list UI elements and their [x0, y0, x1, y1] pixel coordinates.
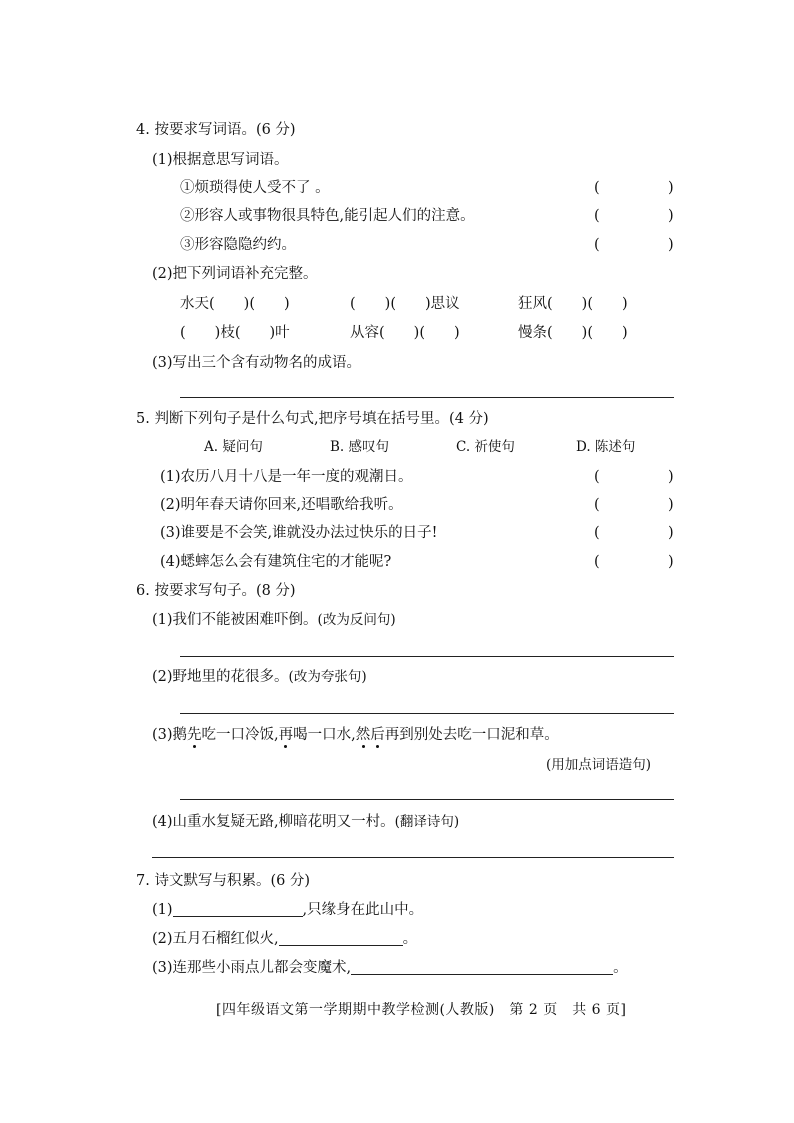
dotted-word: 先	[187, 727, 202, 743]
fill-blank-word[interactable]: ( )( )思议	[350, 296, 460, 312]
fill-blank-word[interactable]: 狂风( )( )	[518, 296, 628, 312]
q6-sentence-2	[152, 667, 367, 687]
q5-item-2: (2)明年春天请你回来,还唱歌给我听。	[160, 497, 403, 513]
q4-part3: (3)写出三个含有动物名的成语。	[152, 355, 362, 371]
answer-line[interactable]	[180, 397, 674, 398]
q6-s3-text: 吃一口冷饭,	[201, 727, 279, 743]
poem-blank[interactable]	[351, 958, 613, 975]
dotted-word: 再	[278, 727, 294, 743]
q4-title: 4. 按要求写词语。(6 分)	[136, 122, 296, 138]
q6-s3-instruction: (用加点词语造句)	[546, 757, 652, 773]
q7-l3-end: 。	[613, 960, 628, 976]
fill-blank-word[interactable]: 水天( )( )	[180, 296, 290, 312]
q7-l2-text: (2)五月石榴红似火,	[152, 931, 279, 947]
q6-s3-text: (3)鹅	[152, 727, 188, 743]
q7-title: 7. 诗文默写与积累。(6 分)	[136, 873, 311, 889]
dotted-word: 然	[355, 727, 371, 743]
q6-s1-instruction: (改为反问句)	[317, 612, 396, 628]
page-footer: [四年级语文第一学期期中教学检测(人教版) 第 2 页 共 6 页]	[216, 1002, 627, 1018]
q7-line-1	[152, 900, 423, 920]
q6-sentence-3	[152, 725, 559, 745]
q5-item-3: (3)谁要是不会笑,谁就没办法过快乐的日子!	[160, 525, 438, 541]
fill-blank-word[interactable]: 慢条( )( )	[518, 325, 628, 341]
q4-part1: (1)根据意思写词语。	[152, 152, 289, 168]
q7-line-2	[152, 929, 417, 949]
q7-l1-number: (1)	[152, 902, 173, 918]
answer-line[interactable]	[152, 857, 674, 858]
q6-s4-text: (4)山重水复疑无路,柳暗花明又一村。	[152, 814, 395, 830]
q5-item-1: (1)农历八月十八是一年一度的观潮日。	[160, 469, 413, 485]
q5-option-b: B. 感叹句	[330, 439, 390, 455]
q6-s1-text: (1)我们不能被困难吓倒。	[152, 612, 318, 628]
fill-blank-word[interactable]: ( )枝( )叶	[180, 325, 290, 341]
q5-option-a: A. 疑问句	[204, 439, 263, 455]
poem-blank[interactable]	[173, 900, 303, 917]
q6-s3-text: 喝一口水,	[293, 727, 356, 743]
q6-s2-instruction: (改为夸张句)	[288, 669, 367, 685]
answer-line[interactable]	[180, 713, 674, 714]
q4-item-2: ②形容人或事物很具特色,能引起人们的注意。	[180, 208, 475, 224]
q7-l3-text: (3)连那些小雨点儿都会变魔术,	[152, 960, 352, 976]
q6-s4-instruction: (翻译诗句)	[394, 814, 460, 830]
q6-title: 6. 按要求写句子。(8 分)	[136, 583, 296, 599]
q4-part2: (2)把下列词语补充完整。	[152, 266, 318, 282]
q6-sentence-4	[152, 812, 459, 832]
q7-l2-end: 。	[402, 931, 418, 947]
q5-title: 5. 判断下列句子是什么句式,把序号填在括号里。(4 分)	[136, 411, 489, 427]
q5-option-d: D. 陈述句	[576, 439, 636, 455]
q5-option-c: C. 祈使句	[456, 439, 515, 455]
q4-item-1: ①烦琐得使人受不了 。	[180, 180, 330, 196]
answer-line[interactable]	[180, 799, 674, 800]
q6-s3-text: 再到别处去吃一口泥和草。	[384, 727, 559, 743]
q7-line-3	[152, 958, 628, 978]
q6-s2-text: (2)野地里的花很多。	[152, 669, 289, 685]
dotted-word: 后	[370, 727, 385, 743]
q6-sentence-1	[152, 610, 396, 630]
q4-item-3: ③形容隐隐约约。	[180, 237, 296, 253]
answer-line[interactable]	[180, 656, 674, 657]
q5-item-4: (4)蟋蟀怎么会有建筑住宅的才能呢?	[160, 554, 392, 570]
q7-l1-text: ,只缘身在此山中。	[302, 902, 424, 918]
poem-blank[interactable]	[279, 929, 403, 946]
fill-blank-word[interactable]: 从容( )( )	[350, 325, 460, 341]
